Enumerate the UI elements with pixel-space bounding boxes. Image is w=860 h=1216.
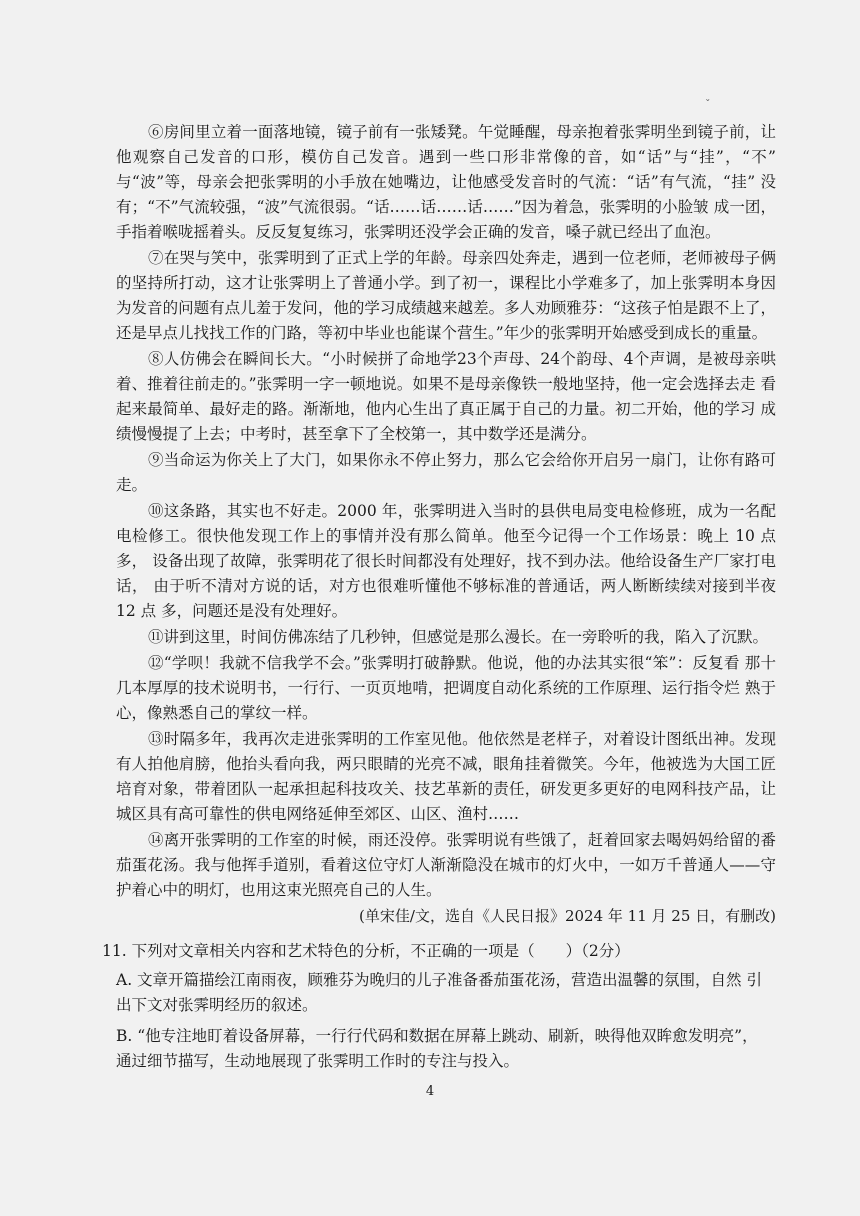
paragraph-7: ⑦在哭与笑中，张霁明到了正式上学的年龄。母亲四处奔走，遇到一位老师，老师被母子俩 的坚持所打动，这才让张霁明上了普通小学。到了初一，课程比小学难多了，加上张霁明本身因 为发音的问题有点儿羞于发问，他的学习成绩越来越差。多人劝顾雅芬：“这孩子怕是跟不上了， 还是早点儿找找工作的门路，等初中毕业也能谋个营生。”年少的张霁明开始感受到成长的重量。: [116, 249, 776, 342]
paragraph-12: ⑫“学呗！我就不信我学不会。”张霁明打破静默。他说，他的办法其实很“笨”：反复看 那十几本厚厚的技术说明书，一行行、一页页地啃，把调度自动化系统的工作原理、运行指令烂 熟于心，像熟悉自己的掌纹一样。: [116, 654, 776, 722]
page-number: 4: [425, 1084, 435, 1099]
corner-mark: ˇ: [705, 98, 711, 111]
paragraph-8: ⑧人仿佛会在瞬间长大。“小时候拼了命地学23个声母、24个韵母、4个声调，是被母亲哄 着、推着往前走的。”张霁明一字一顿地说。如果不是母亲像铁一般地坚持，他一定会选择去走 看起来最简单、最好走的路。渐渐地，他内心生出了真正属于自己的力量。初二开始，他的学习 成绩慢慢提了上去；中考时，甚至拿下了全校第一，其中数学还是满分。: [116, 350, 776, 443]
paragraph-13: ⑬时隔多年，我再次走进张霁明的工作室见他。他依然是老样子，对着设计图纸出神。发现 有人拍他肩膀，他抬头看向我，两只眼睛的光亮不减，眼角挂着微笑。今年，他被选为大国工匠 培育对象，带着团队一起承担起科技攻关、技艺革新的责任，研发更多更好的电网科技产品，让 城区具有高可靠性的供电网络延伸至郊区、山区、渔村……: [116, 730, 776, 823]
option-b: B. “他专注地盯着设备屏幕，一行行代码和数据在屏幕上跳动、刷新，映得他双眸愈发明亮”， 通过细节描写，生动地展现了张霁明工作时的专注与投入。: [116, 1027, 758, 1070]
paragraph-14: ⑭离开张霁明的工作室的时候，雨还没停。张霁明说有些饿了，赶着回家去喝妈妈给留的番 茄蛋花汤。我与他挥手道别，看着这位守灯人渐渐隐没在城市的灯火中，一如万千普通人——守 护着心中的明灯，也用这束光照亮自己的人生。: [116, 831, 776, 899]
paragraph-11: ⑪讲到这里，时间仿佛冻结了几秒钟，但感觉是那么漫长。在一旁聆听的我，陷入了沉默。: [148, 628, 769, 646]
article-source: (单宋佳/文，选自《人民日报》2024 年 11 月 25 日，有删改): [359, 907, 776, 925]
paragraph-6: ⑥房间里立着一面落地镜，镜子前有一张矮凳。午觉睡醒，母亲抱着张霁明坐到镜子前，让 他观察自己发音的口形，模仿自己发音。遇到一些口形非常像的音，如“话”与“挂”，“不” 与“波”等，母亲会把张霁明的小手放在她嘴边，让他感受发音时的气流：“话”有气流，“挂” 没有；“不”气流较强，“波”气流很弱。“话……话……话……”因为着急，张霁明的小脸皱 成一团，手指着喉咙摇着头。反反复复练习，张霁明还没学会正确的发音，嗓子就已经出了血泡。: [116, 123, 776, 241]
question-stem: 11. 下列对文章相关内容和艺术特色的分析，不正确的一项是（ ）（2分）: [102, 942, 630, 960]
option-a: A. 文章开篇描绘江南雨夜，顾雅芬为晚归的儿子准备番茄蛋花汤，营造出温馨的氛围，自然 引出下文对张霁明经历的叙述。: [116, 971, 762, 1014]
question-11: [102, 939, 776, 1074]
paragraph-10: ⑩这条路，其实也不好走。2000 年，张霁明进入当时的县供电局变电检修班，成为一名配 电检修工。很快他发现工作上的事情并没有那么简单。他至今记得一个工作场景：晚上 10 点多， 设备出现了故障，张霁明花了很长时间都没有处理好，找不到办法。他给设备生产厂家打电话， 由于听不清对方说的话，对方也很难听懂他不够标准的普通话，两人断断续续对接到半夜 12 点 多，问题还是没有处理好。: [116, 502, 776, 620]
article-body: [102, 120, 776, 1080]
paragraph-9: ⑨当命运为你关上了大门，如果你永不停止努力，那么它会给你开启另一扇门，让你有路可 走。: [116, 451, 776, 494]
